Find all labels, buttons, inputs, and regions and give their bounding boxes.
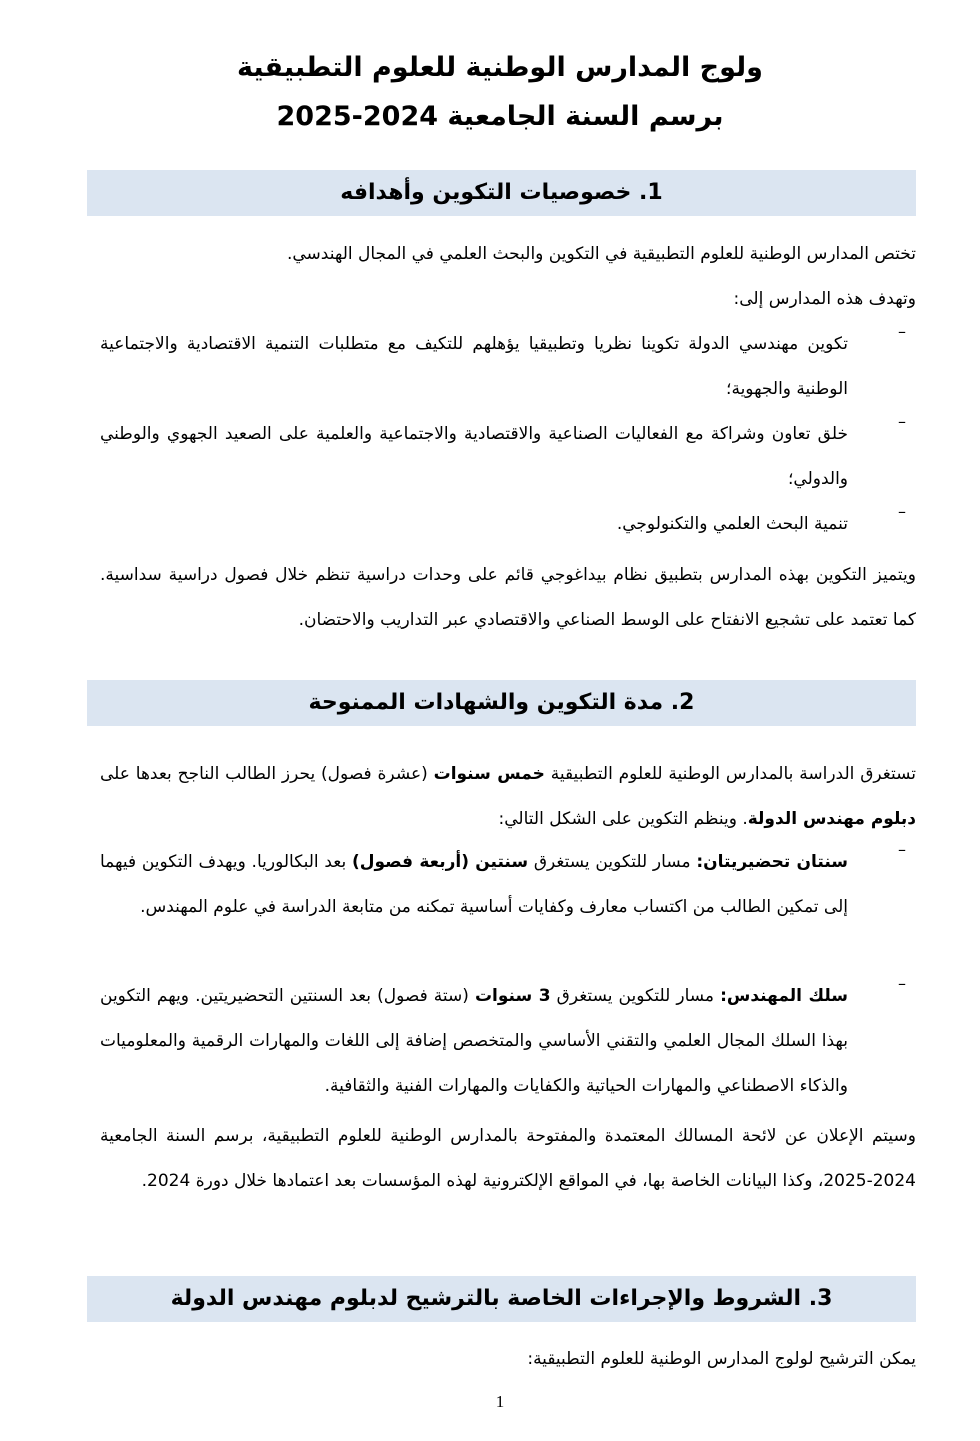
bullet-text: تكوين مهندسي الدولة تكوينا نظريا وتطبيقيا يؤهلهم للتكيف مع متطلبات التنمية الاقتصادية والاجتماعية الوطنية والجهوية؛ [100,334,848,399]
dash-bullet-icon: – [898,322,906,341]
dash-bullet-icon: – [898,502,906,521]
section-1-intro: تختص المدارس الوطنية للعلوم التطبيقية في التكوين والبحث العلمي في المجال الهندسي. [286,244,916,264]
text-run: بعد البكالوريا. ويهدف التكوين فيهما إلى تمكين الطالب من اكتساب معارف وكفايات أساسية تمكنه من متابعة الدراسة في علوم المهندس. [100,852,848,917]
list-item [100,322,912,412]
bold-text: خمس سنوات [433,764,545,784]
bold-text: سلك المهندس: [720,986,848,1006]
list-item [100,502,912,547]
text-run: مسار للتكوين يستغرق [550,986,721,1006]
page-number: 1 [495,1392,505,1411]
text-run: (ستة فصول) بعد السنتين التحضيريتين. ويهم التكوين بهذا السلك المجال العلمي والتقني الأساسي والمتخصص إضافة إلى اللغات والمهارات الرقمية والمعلوميات والذكاء الاصطناعي والمهارات الحياتية والكفايات والمهارات الفنية والثقافية. [100,986,848,1096]
bullet-text [100,974,848,1109]
section-1-heading: 1. خصوصيات التكوين وأهدافه [87,170,916,216]
section-1-aims-intro: وتهدف هذه المدارس إلى: [733,289,916,309]
dash-bullet-icon: – [898,412,906,431]
dash-bullet-icon: – [898,974,906,993]
section-2-paragraph-1 [100,752,916,842]
section-3-heading: 3. الشروط والإجراءات الخاصة بالترشيح لدبلوم مهندس الدولة [87,1276,916,1322]
bold-text: 3 سنوات [474,986,551,1006]
text-run: تستغرق الدراسة بالمدارس الوطنية للعلوم التطبيقية [544,764,916,784]
section-2-closing: وسيتم الإعلان عن لائحة المسالك المعتمدة والمفتوحة بالمدارس الوطنية للعلوم التطبيقية، برسم السنة الجامعية 2024-2025، وكذا البيانات الخاصة بها، في المواقع الإلكترونية لهذه المؤسسات بعد اعتمادها خلال دورة 2024. [100,1126,916,1191]
text-run: . وينظم التكوين على الشكل التالي: [498,809,748,829]
section-2-heading: 2. مدة التكوين والشهادات الممنوحة [87,680,916,726]
bullet-text [100,840,848,930]
list-item [100,412,912,502]
bullet-text: تنمية البحث العلمي والتكنولوجي. [616,514,848,534]
bold-text: سنتين (أربعة فصول) [352,852,529,872]
list-item [100,974,912,1109]
bullet-text: خلق تعاون وشراكة مع الفعاليات الصناعية والاقتصادية والاجتماعية والعلمية على الصعيد الجهوي والوطني والدولي؛ [100,424,848,489]
dash-bullet-icon: – [898,840,906,859]
text-run: مسار للتكوين يستغرق [528,852,697,872]
bold-text: دبلوم مهندس الدولة [747,809,916,829]
section-1-closing: ويتميز التكوين بهذه المدارس بتطبيق نظام بيداغوجي قائم على وحدات دراسية تنظم خلال فصول دراسية سداسية. كما تعتمد على تشجيع الانفتاح على الوسط الصناعي والاقتصادي عبر التداريب والاحتضان. [100,565,916,630]
text-run: (عشرة فصول) يحرز الطالب الناجح بعدها على [100,764,434,784]
bold-text: سنتان تحضيريتان: [696,852,849,872]
section-3-intro: يمكن الترشيح لولوج المدارس الوطنية للعلوم التطبيقية: [527,1349,916,1369]
document-subtitle: برسم السنة الجامعية 2024-2025 [276,101,724,132]
document-title: ولوج المدارس الوطنية للعلوم التطبيقية [237,52,763,83]
list-item [100,840,912,930]
